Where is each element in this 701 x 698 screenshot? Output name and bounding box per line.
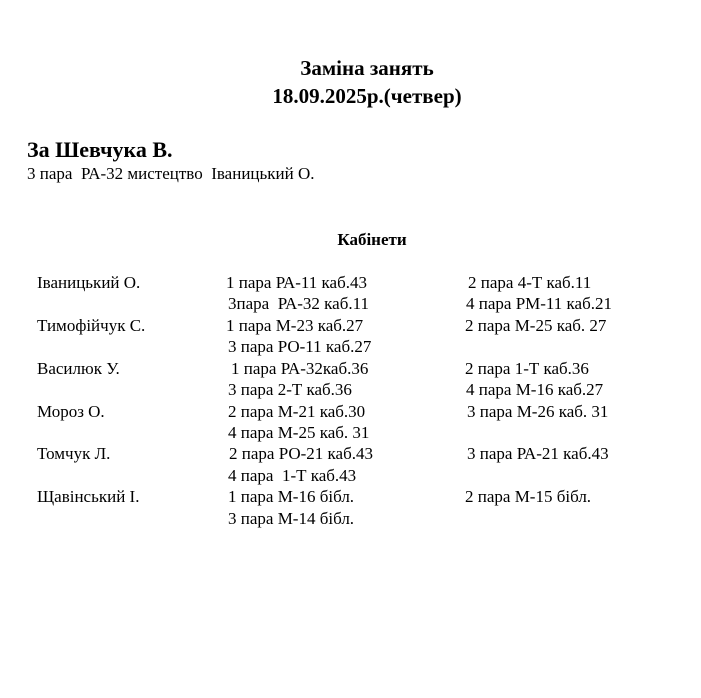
- teacher-name: Томчук Л.: [37, 444, 111, 463]
- page-title: Заміна занять: [300, 56, 434, 80]
- lesson-entry: 4 пара РМ-11 каб.21: [466, 294, 612, 313]
- teacher-name: Щавінський І.: [37, 487, 140, 506]
- lesson-entry: 2 пара М-15 бібл.: [465, 487, 592, 506]
- lesson-entry: 3 пара РО-11 каб.27: [228, 337, 372, 356]
- teacher-name: Іваницький О.: [37, 273, 141, 292]
- lesson-entry: 2 пара 1-Т каб.36: [465, 359, 589, 378]
- lesson-entry: 3 пара РА-21 каб.43: [467, 444, 609, 463]
- lesson-entry: 2 пара 4-Т каб.11: [468, 273, 592, 292]
- replacement-line: 3 пара РА-32 мистецтво Іваницький О.: [27, 164, 315, 183]
- lesson-entry: 2 пара М-25 каб. 27: [465, 316, 607, 335]
- lesson-entry: 3 пара М-26 каб. 31: [467, 402, 609, 421]
- lesson-entry: 4 пара 1-Т каб.43: [228, 466, 357, 485]
- lesson-entry: 1 пара РА-11 каб.43: [226, 273, 367, 292]
- lesson-entry: 2 пара М-21 каб.30: [228, 402, 366, 421]
- lesson-entry: 2 пара РО-21 каб.43: [229, 444, 373, 463]
- lesson-entry: 3пара РА-32 каб.11: [228, 294, 369, 313]
- lesson-entry: 4 пара М-25 каб. 31: [228, 423, 370, 442]
- lesson-entry: 3 пара 2-Т каб.36: [228, 380, 352, 399]
- lesson-entry: 3 пара М-14 бібл.: [228, 509, 355, 528]
- teacher-name: Тимофійчук С.: [37, 316, 146, 335]
- teacher-name: Василюк У.: [37, 359, 120, 378]
- lesson-entry: 4 пара М-16 каб.27: [466, 380, 604, 399]
- page-date: 18.09.2025р.(четвер): [272, 84, 462, 108]
- lesson-entry: 1 пара М-16 бібл.: [228, 487, 355, 506]
- lesson-entry: 1 пара М-23 каб.27: [226, 316, 364, 335]
- replacement-heading: За Шевчука В.: [27, 137, 173, 162]
- rooms-heading: Кабінети: [337, 230, 407, 249]
- lesson-entry: 1 пара РА-32каб.36: [231, 359, 369, 378]
- teacher-name: Мороз О.: [37, 402, 105, 421]
